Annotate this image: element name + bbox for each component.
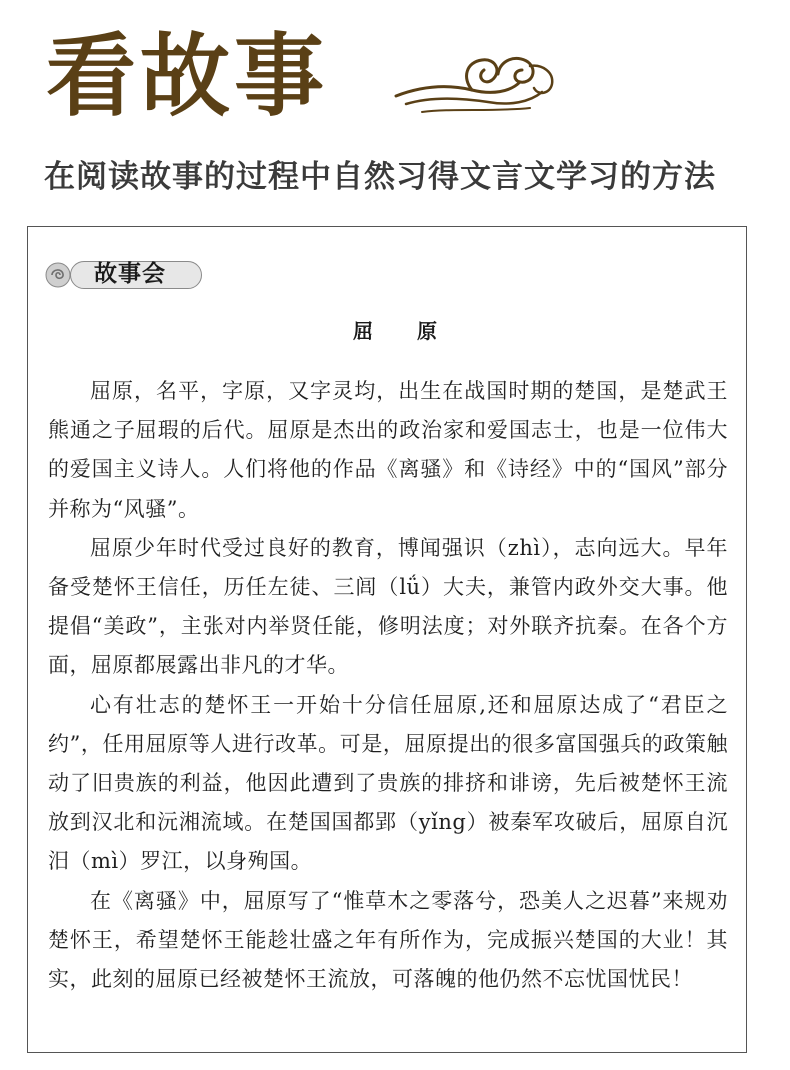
story-paragraph-2: 屈原少年时代受过良好的教育，博闻强识（zhì），志向远大。早年备受楚怀王信任，历任左徒、三闾（lǘ）大夫，兼管内政外交大事。他提倡“美政”，主张对内举贤任能，修明法度；对外联齐抗秦。在各个方面，屈原都展露出非凡的才华。 <box>48 535 728 678</box>
page-subtitle: 在阅读故事的过程中自然习得文言文学习的方法 <box>44 159 716 195</box>
story-title-char-2: 原 <box>417 319 437 343</box>
story-paragraph-4: 在《离骚》中，屈原写了“惟草木之零落兮，恐美人之迟暮”来规劝楚怀王，希望楚怀王能趁壮盛之年有所作为，完成振兴楚国的大业！其实，此刻的屈原已经被楚怀王流放，可落魄的他仍然不忘忧国忧民！ <box>48 888 728 992</box>
story-paragraph-1: 屈原，名平，字原，又字灵均，出生在战国时期的楚国，是楚武王熊通之子屈瑕的后代。屈原是杰出的政治家和爱国志士，也是一位伟大的爱国主义诗人。人们将他的作品《离骚》和《诗经》中的“国风”部分并称为“风骚”。 <box>48 379 728 521</box>
auspicious-cloud-icon <box>392 52 560 118</box>
story-title-char-1: 屈 <box>353 319 373 343</box>
story-body <box>48 372 728 999</box>
story-paragraph-3: 心有壮志的楚怀王一开始十分信任屈原,还和屈原达成了“君臣之约”，任用屈原等人进行改革。可是，屈原提出的很多富国强兵的政策触动了旧贵族的利益，他因此遭到了贵族的排挤和诽谤，先后被楚怀王流放到汉北和沅湘流域。在楚国国都郢（yǐng）被秦军攻破后，屈原自沉汨（mì）罗江，以身殉国。 <box>48 692 728 874</box>
section-tag-label: 故事会 <box>94 260 166 287</box>
story-title <box>0 316 790 346</box>
page-title: 看故事 <box>46 24 328 129</box>
